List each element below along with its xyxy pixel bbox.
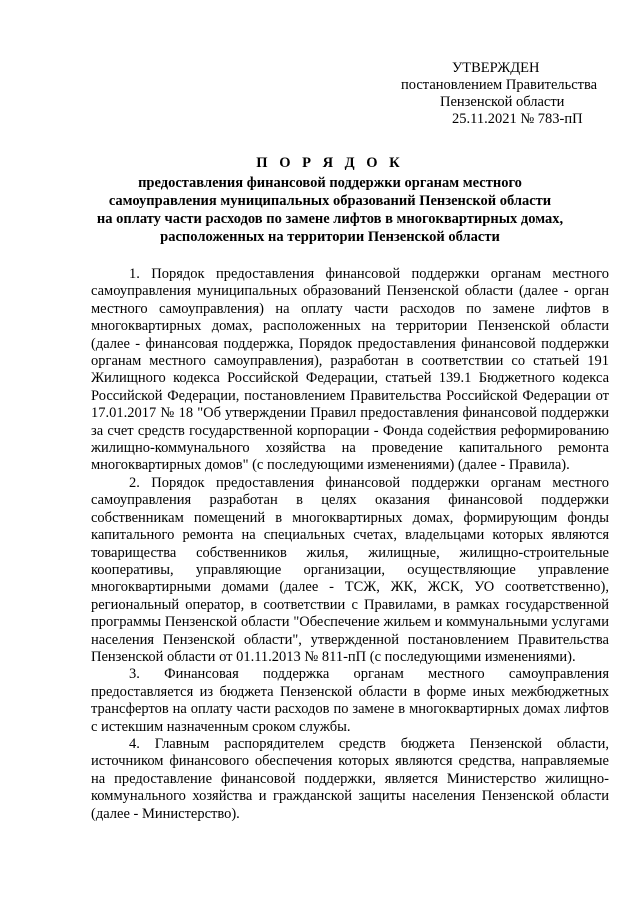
title-line: расположенных на территории Пензенской области [160, 229, 500, 245]
approval-date-number: 25.11.2021 № 783-пП [452, 111, 583, 127]
document-body [91, 266, 609, 823]
title-heading: П О Р Я Д О К [256, 155, 404, 171]
paragraph-4: 4. Главным распорядителем средств бюджета Пензенской области, источником финансового обеспечения которых являются средства, направляемые на предоставление финансовой поддержки, является Министерство жилищно-коммунального хозяйства и гражданской защиты населения Пензенской области (далее - Министерство). [91, 735, 609, 822]
paragraph-2: 2. Порядок предоставления финансовой поддержки органам местного самоуправления разработан в целях оказания финансовой поддержки собственникам помещений в многоквартирных домах, формирующим фонды капитального ремонта на специальных счетах, владельцами которых являются товарищества собственников жилья, жилищные, жилищно-строительные кооперативы, управляющие организации, осуществляющие управление многоквартирными домами (далее - ТСЖ, ЖК, ЖСК, УО соответственно), региональный оператор, в соответствии с Правилами, в рамках государственной программы Пензенской области "Обеспечение жильем и коммунальными услугами населения Пензенской области", утвержденной постановлением Правительства Пензенской области от 01.11.2013 № 811-пП (с последующими изменениями). [91, 474, 609, 665]
approval-heading: УТВЕРЖДЕН [452, 60, 540, 76]
approval-region: Пензенской области [440, 94, 565, 110]
title-line: предоставления финансовой поддержки органам местного [138, 175, 522, 191]
paragraph-1: 1. Порядок предоставления финансовой поддержки органам местного самоуправления муниципальных образований Пензенской области (далее - орган местного самоуправления) на оплату части расходов по замене лифтов в многоквартирных домах, расположенных на территории Пензенской области (далее - финансовая поддержка, Порядок предоставления финансовой поддержки органам местного самоуправления), разработан в соответствии со статьей 191 Жилищного кодекса Российской Федерации, статьей 139.1 Бюджетного кодекса Российской Федерации, постановлением Правительства Российской Федерации от 17.01.2017 № 18 "Об утверждении Правил предоставления финансовой поддержки за счет средств государственной корпорации - Фонда содействия реформированию жилищно-коммунального хозяйства на проведение капитального ремонта многоквартирных домов" (с последующими изменениями) (далее - Правила). [91, 266, 609, 474]
document-title [60, 154, 600, 246]
title-line: самоуправления муниципальных образований Пензенской области [108, 193, 552, 209]
approval-stamp [380, 60, 640, 128]
paragraph-3: 3. Финансовая поддержка органам местного самоуправления предоставляется из бюджета Пензенской области в форме иных межбюджетных трансфертов на оплату части расходов по замене в многоквартирных домах лифтов с истекшим назначенным сроком службы. [91, 666, 609, 735]
title-subtitle [60, 174, 600, 246]
approval-basis: постановлением Правительства [401, 77, 598, 93]
title-line: на оплату части расходов по замене лифтов в многоквартирных домах, [96, 211, 564, 227]
